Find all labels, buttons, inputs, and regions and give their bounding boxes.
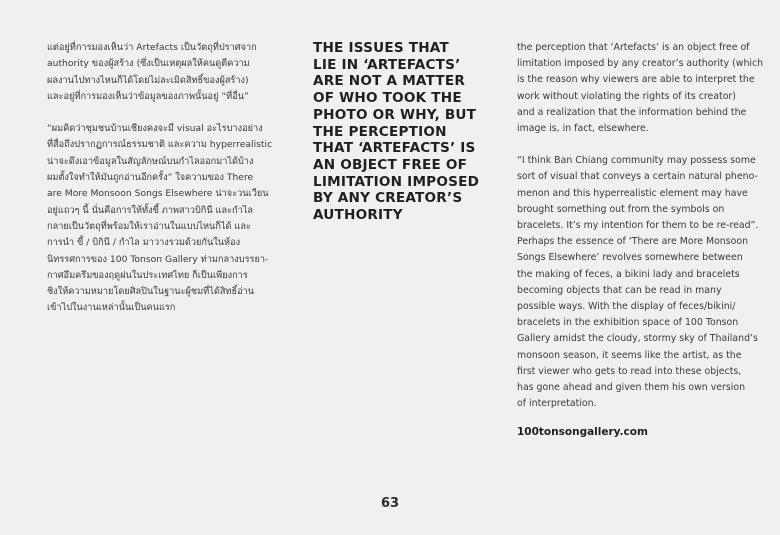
text-line: นิทรรศการของ 100 Tonson Gallery ท่ามกลางบรรยา- bbox=[47, 253, 269, 265]
english-text-column bbox=[517, 40, 764, 441]
text-line: ที่สื่อถึงปรากฏการณ์ธรรมชาติ และความ hyperrealistic bbox=[47, 139, 273, 151]
text-line: อยู่แถวๆ นี้ นั่นคือการให้ทั้งขี้ ภาพสาวบิกินี และกำไล bbox=[47, 204, 254, 216]
text-line: ผมตั้งใจทำให้มันถูกอ่านอีกครั้ง” ใจความของ There bbox=[47, 172, 254, 184]
text-line: becoming objects that can be read in many bbox=[517, 284, 722, 296]
pull-quote-line: LIE IN ‘ARTEFACTS’ bbox=[313, 56, 461, 73]
pull-quote bbox=[313, 40, 503, 224]
pull-quote-line: LIMITATION IMPOSED bbox=[313, 173, 480, 190]
pull-quote-line: PHOTO OR WHY, BUT bbox=[313, 106, 477, 123]
pull-quote-line: OF WHO TOOK THE bbox=[313, 90, 462, 107]
text-line: is the reason why viewers are able to interpret the bbox=[517, 74, 755, 86]
page-number: 63 bbox=[380, 496, 400, 511]
text-line: น่าจะดึงเอาข้อมูลในสัญลักษณ์บนกำไลออกมาได้บ้าง bbox=[47, 155, 254, 167]
text-line: are More Monsoon Songs Elsewhere น่าจะวนเวียน bbox=[47, 188, 269, 200]
text-line: the making of feces, a bikini lady and bracelets bbox=[517, 268, 740, 280]
text-line: possible ways. With the display of feces/bikini/ bbox=[517, 301, 736, 313]
english-paragraph-2 bbox=[517, 153, 757, 412]
gallery-website: 100tonsongallery.com bbox=[517, 426, 648, 439]
text-line: brought something out from the symbols on bbox=[517, 203, 725, 215]
thai-paragraph-2 bbox=[47, 121, 297, 317]
text-line: monsoon season, it seems like the artist, as the bbox=[517, 349, 742, 361]
pull-quote-line: AN OBJECT FREE OF bbox=[313, 156, 468, 173]
text-line: ชิงให้ความหมายโดยศิลปินในฐานะผู้ชมที่ได้สิทธิ์อ่าน bbox=[47, 286, 255, 298]
text-line: the perception that ‘Artefacts’ is an object free of bbox=[517, 42, 750, 53]
pull-quote-line: ARE NOT A MATTER bbox=[313, 73, 466, 90]
text-line: has gone ahead and given them his own version bbox=[517, 382, 746, 394]
text-line: ผลงานไปทางไหนก็ได้โดยไม่ละเมิดสิทธิ์ของผู้สร้าง) bbox=[47, 74, 249, 86]
text-line: กลายเป็นวัตถุที่พร้อมให้เราอ่านในแบบไหนก็ได้ และ bbox=[47, 220, 251, 232]
text-line: แต่อยู่ที่การมองเห็นว่า Artefacts เป็นวัตถุที่ปราศจาก bbox=[47, 42, 257, 53]
text-line: image is, in fact, elsewhere. bbox=[517, 123, 649, 135]
text-line: การนำ ขี้ / บิกินี / กำไล มาวางรวมด้วยกันในห้อง bbox=[47, 237, 241, 249]
text-line: Gallery amidst the cloudy, stormy sky of Thailand’s bbox=[517, 333, 758, 345]
pull-quote-line: THAT ‘ARTEFACTS’ IS bbox=[313, 140, 476, 157]
text-line: กาศอึมครึมของฤดูฝนในประเทศไทย ก็เป็นเพียงการ bbox=[47, 269, 248, 281]
text-line: work without violating the rights of its creator) bbox=[517, 90, 736, 102]
pull-quote-line: THE PERCEPTION bbox=[313, 123, 447, 140]
pull-quote-line: BY ANY CREATOR’S bbox=[313, 190, 463, 207]
text-line: “ผมคิดว่าชุมชนบ้านเชียงคงจะมี visual อะไรบางอย่าง bbox=[47, 123, 263, 135]
text-line: bracelets in the exhibition space of 100 Tonson bbox=[517, 317, 739, 329]
text-line: เข้าไปในงานเหล่านั้นเป็นคนแรก bbox=[47, 302, 176, 314]
text-line: limitation imposed by any creator’s authority (which bbox=[517, 58, 764, 70]
text-line: Songs Elsewhere’ revolves somewhere between bbox=[517, 252, 743, 264]
paragraph-gap bbox=[47, 105, 297, 121]
text-line: authority ของผู้สร้าง (ซึ่งเป็นเหตุผลให้คนดูตีความ bbox=[47, 58, 250, 70]
text-line: และอยู่ที่การมองเห็นว่าข้อมูลของภาพนั้นอยู่ “ที่อื่น” bbox=[47, 90, 249, 102]
text-line: of interpretation. bbox=[517, 398, 597, 410]
paragraph-gap bbox=[517, 137, 757, 153]
text-line: bracelets. It’s my intention for them to be re-read”. bbox=[517, 220, 759, 232]
text-line: Perhaps the essence of ‘There are More Monsoon bbox=[517, 236, 749, 248]
text-line: menon and this hyperrealistic element may have bbox=[517, 187, 748, 199]
pull-quote-line: THE ISSUES THAT bbox=[313, 40, 449, 56]
text-line: first viewer who gets to read into these objects, bbox=[517, 365, 742, 377]
text-line: “I think Ban Chiang community may possess some bbox=[517, 155, 756, 167]
pull-quote-line: AUTHORITY bbox=[313, 207, 403, 224]
thai-paragraph-1 bbox=[47, 40, 297, 105]
english-paragraph-1 bbox=[517, 40, 764, 137]
text-line: sort of visual that conveys a certain natural pheno- bbox=[517, 171, 758, 183]
text-line: and a realization that the information behind the bbox=[517, 106, 747, 118]
thai-text-column bbox=[47, 40, 297, 317]
